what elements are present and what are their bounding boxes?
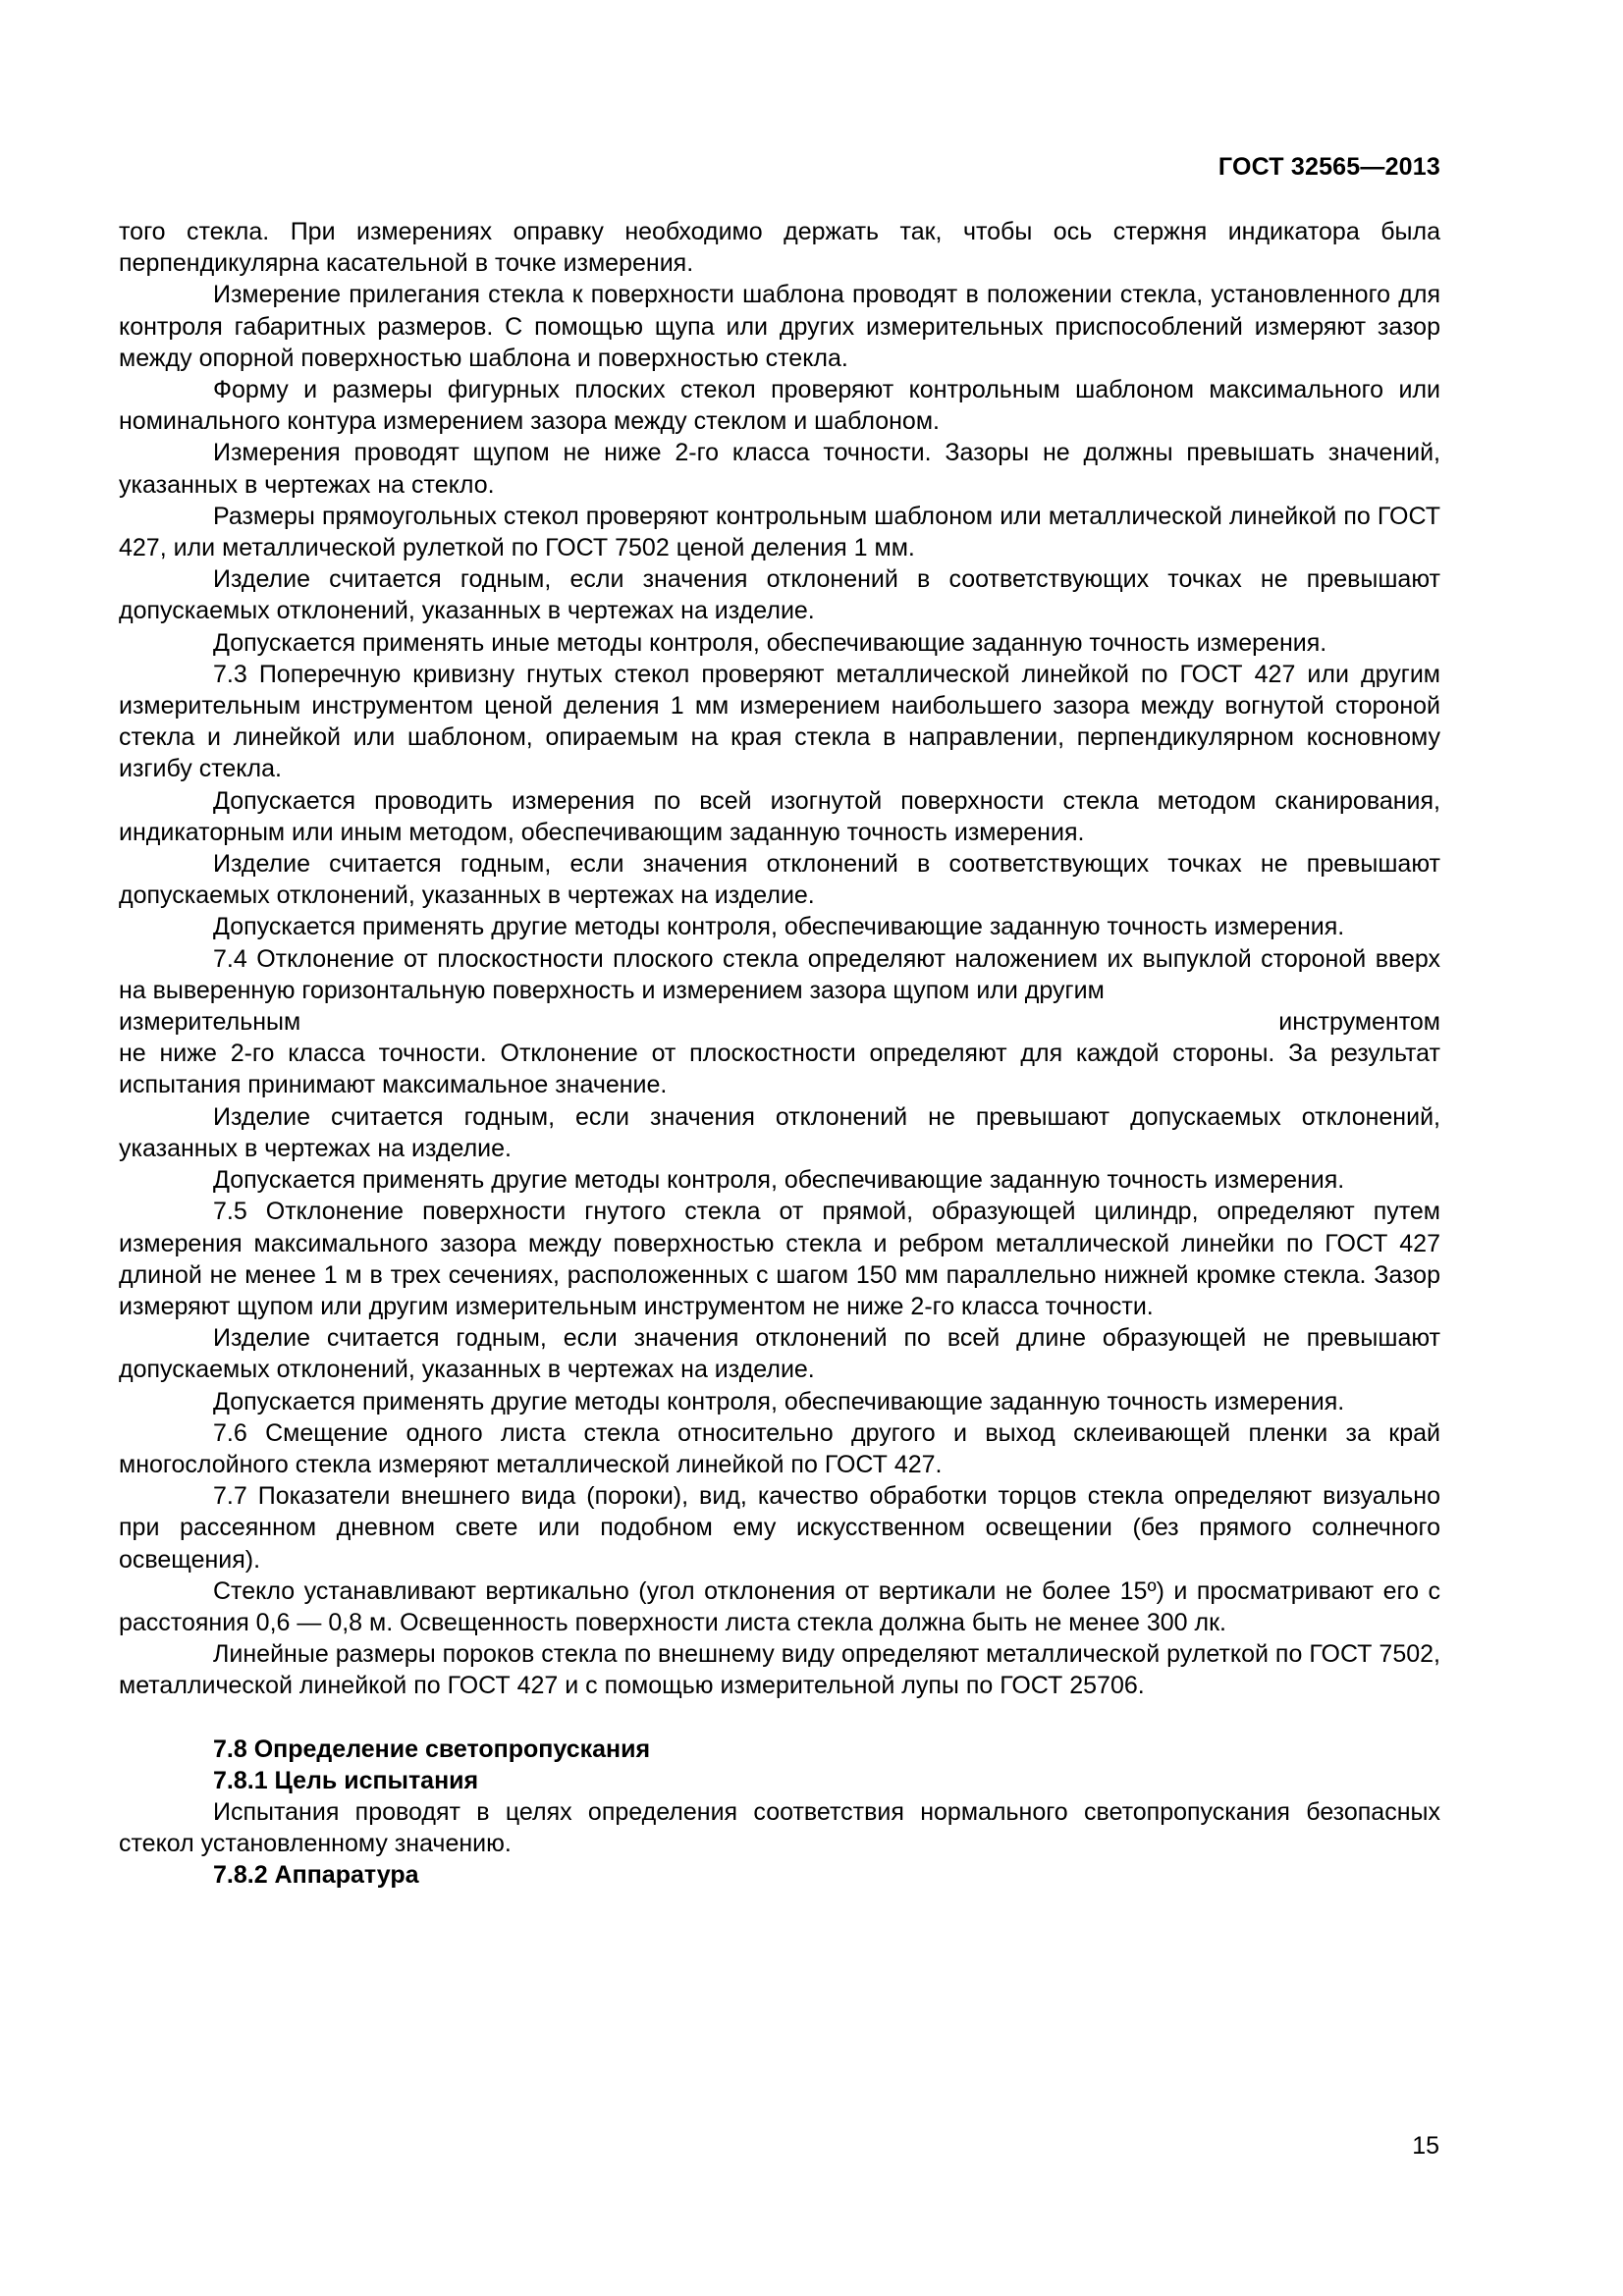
- paragraph-7-7: 7.7 Показатели внешнего вида (пороки), вид, качество обработки торцов стекла определяют визуально при рассеянном дневном свете или подобном ему искусственном освещении (без прямого солнечного освещения).: [119, 1482, 1440, 1574]
- paragraph: Форму и размеры фигурных плоских стекол проверяют контрольным шаблоном максимального или номинального контура измерением зазора между стеклом и шаблоном.: [119, 376, 1440, 436]
- paragraph: Допускается применять другие методы контроля, обеспечивающие заданную точность измерения.: [213, 1166, 1345, 1195]
- paragraph-continuation: того стекла. При измерениях оправку необходимо держать так, чтобы ось стержня индикатора была перпендикулярна касательной в точке измерения.: [119, 218, 1440, 278]
- paragraph: Допускается применять другие методы контроля, обеспечивающие заданную точность измерения.: [213, 1387, 1345, 1415]
- paragraph: Размеры прямоугольных стекол проверяют контрольным шаблоном или металлической линейкой по ГОСТ 427, или металлической рулеткой по ГОСТ 7502 ценой деления 1 мм.: [119, 502, 1440, 562]
- paragraph-7-8-1: Испытания проводят в целях определения соответствия нормального светопропускания безопасных стекол установленному значению.: [119, 1797, 1440, 1858]
- paragraph: Изделие считается годным, если значения отклонений не превышают допускаемых отклонений, указанных в чертежах на изделие.: [119, 1102, 1440, 1162]
- paragraph: Стекло устанавливают вертикально (угол отклонения от вертикали не более 15º) и просматривают его с расстояния 0,6 — 0,8 м. Освещенность поверхности листа стекла должна быть не менее 300 лк.: [119, 1576, 1440, 1636]
- paragraph-7-3: 7.3 Поперечную кривизну гнутых стекол проверяют металлической линейкой по ГОСТ 427 или другим измерительным инструментом ценой деления 1 мм измерением наибольшего зазора между вогнутой стороной стекла и линейкой или шаблоном, опираемым на края стекла в направлении, перпендикулярном косновному изгибу стекла.: [119, 660, 1440, 783]
- paragraph-7-6: 7.6 Смещение одного листа стекла относительно другого и выход склеивающей пленки за край многослойного стекла измеряют металлической линейкой по ГОСТ 427.: [119, 1418, 1440, 1478]
- section-heading-7-8: 7.8 Определение светопропускания: [213, 1735, 651, 1763]
- subsection-heading-7-8-2: 7.8.2 Аппаратура: [213, 1861, 419, 1890]
- paragraph-spread-line: измерительным инструментом: [119, 1008, 1440, 1037]
- subsection-heading-7-8-1: 7.8.1 Цель испытания: [213, 1766, 479, 1794]
- paragraph: Измерение прилегания стекла к поверхности шаблона проводят в положении стекла, установленного для контроля габаритных размеров. С помощью щупа или других измерительных приспособлений измеряют зазор между опорной поверхностью шаблона и поверхностью стекла.: [119, 281, 1440, 372]
- paragraph: Изделие считается годным, если значения отклонений в соответствующих точках не превышают допускаемых отклонений, указанных в чертежах на изделие.: [119, 565, 1440, 625]
- document-body: [119, 216, 1440, 1892]
- paragraph: Допускается применять иные методы контроля, обеспечивающие заданную точность измерения.: [213, 628, 1327, 657]
- paragraph-7-4: 7.4 Отклонение от плоскостности плоского стекла определяют наложением их выпуклой стороной вверх на выверенную горизонтальную поверхность и измерением зазора щупом или другим: [119, 944, 1440, 1004]
- paragraph: Допускается применять другие методы контроля, обеспечивающие заданную точность измерения.: [213, 913, 1345, 941]
- document-standard-number: ГОСТ 32565—2013: [1217, 153, 1440, 181]
- paragraph: Изделие считается годным, если значения отклонений в соответствующих точках не превышают допускаемых отклонений, указанных в чертежах на изделие.: [119, 850, 1440, 910]
- paragraph-7-5: 7.5 Отклонение поверхности гнутого стекла от прямой, образующей цилиндр, определяют путем измерения максимального зазора между поверхностью стекла и ребром металлической линейки по ГОСТ 427 длиной не менее 1 м в трех сечениях, расположенных с шагом 150 мм параллельно нижней кромке стекла. Зазор измеряют щупом или другим измерительным инструментом не ниже 2-го класса точности.: [119, 1198, 1440, 1320]
- paragraph: Измерения проводят щупом не ниже 2-го класса точности. Зазоры не должны превышать значений, указанных в чертежах на стекло.: [119, 439, 1440, 499]
- paragraph: Изделие считается годным, если значения отклонений по всей длине образующей не превышают допускаемых отклонений, указанных в чертежах на изделие.: [119, 1324, 1440, 1384]
- paragraph-continuation: не ниже 2-го класса точности. Отклонение от плоскостности определяют для каждой стороны. За результат испытания принимают максимальное значение.: [119, 1040, 1440, 1099]
- paragraph: Линейные размеры пороков стекла по внешнему виду определяют металлической рулеткой по ГОСТ 7502, металлической линейкой по ГОСТ 427 и с помощью измерительной лупы по ГОСТ 25706.: [119, 1640, 1440, 1700]
- paragraph: Допускается проводить измерения по всей изогнутой поверхности стекла методом сканирования, индикаторным или иным методом, обеспечивающим заданную точность измерения.: [119, 786, 1440, 846]
- page-number: 15: [1412, 2132, 1439, 2160]
